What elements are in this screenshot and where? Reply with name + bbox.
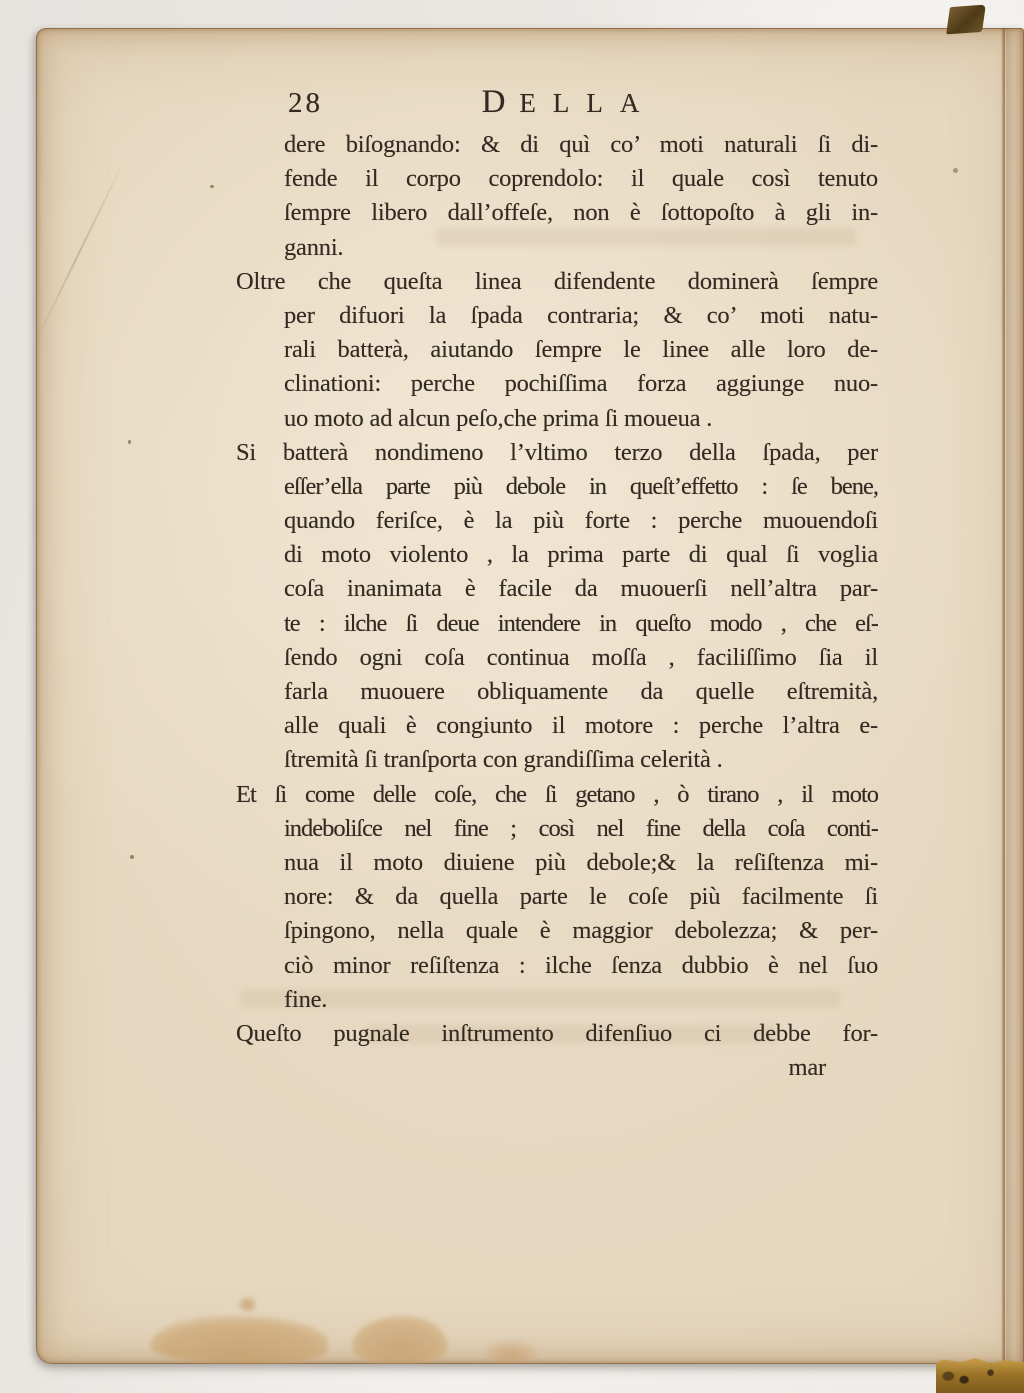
text-line: quando feriſce, è la più forte : perche muouendoſi	[284, 507, 878, 535]
running-header: DELLA	[481, 84, 657, 120]
text-line: indeboliſce nel fine ; così nel fine della coſa conti-	[284, 814, 878, 842]
speck	[130, 855, 134, 859]
text-line: ſendo ogni coſa continua moſſa , faciliſſimo ſia il	[284, 643, 878, 671]
text-line: dere biſognando: & di quì co’ moti naturali ſi di-	[284, 131, 878, 158]
stain	[150, 1316, 328, 1364]
book-edge	[936, 1358, 1024, 1393]
paragraph	[236, 265, 878, 436]
text-line: uo moto ad alcun peſo,che prima ſi moueua .	[284, 404, 713, 432]
book-page	[36, 28, 1024, 1364]
paragraph	[236, 778, 878, 1017]
page-header	[236, 84, 878, 128]
stain	[352, 1316, 448, 1364]
speck	[953, 168, 958, 173]
text-line: Et ſi come delle coſe, che ſi getano , ò tirano , il moto	[236, 780, 878, 808]
paper-fold-crease	[36, 158, 126, 348]
text-line: clinationi: perche pochiſſima forza aggiunge nuo-	[284, 370, 878, 398]
text-line: di moto violento , la prima parte di qual ſi voglia	[284, 541, 878, 569]
text-line: ſempre libero dall’offeſe, non è ſottopoſto à gli in-	[284, 199, 878, 227]
text-line: coſa inanimata è facile da muouerſi nell’altra par-	[284, 575, 878, 603]
stain	[240, 1298, 255, 1311]
text-line: per difuori la ſpada contraria; & co’ moti natu-	[284, 301, 878, 329]
text-line: nore: & da quella parte le coſe più facilmente ſi	[284, 883, 878, 911]
text-line: Si batterà nondimeno l’vltimo terzo della ſpada, per	[236, 438, 878, 466]
text-line: fine.	[284, 985, 328, 1013]
gutter-crease	[1001, 28, 1005, 1364]
text-line: fende il corpo coprendolo: il quale così tenuto	[284, 165, 878, 193]
catchword: mar	[788, 1054, 826, 1082]
speck	[128, 440, 131, 444]
text-line: te : ilche ſi deue intendere in queſto modo , che eſ-	[284, 609, 878, 637]
binding-fragment	[946, 5, 986, 35]
paragraph	[236, 128, 878, 265]
text-line: ſtremità ſi tranſporta con grandiſſima celerità .	[284, 746, 723, 774]
text-line: ſpingono, nella quale è maggior debolezza; & per-	[284, 917, 878, 945]
paragraph	[236, 1017, 878, 1051]
paragraph	[236, 436, 878, 778]
text-line: alle quali è congiunto il motore : perche l’altra e-	[284, 712, 878, 740]
speck	[210, 185, 214, 188]
text-line: eſſer’ella parte più debole in queſt’effetto : ſe bene,	[284, 472, 878, 500]
stain	[485, 1340, 537, 1364]
text-line: nua il moto diuiene più debole;& la reſiſtenza mi-	[284, 848, 878, 876]
text-line: Queſto pugnale inſtrumento difenſiuo ci debbe for-	[236, 1019, 878, 1047]
text-line: farla muouere obliquamente da quelle eſtremità,	[284, 678, 878, 705]
text-line: Oltre che queſta linea difendente dominerà ſempre	[236, 267, 878, 295]
text-line: rali batterà, aiutando ſempre le linee alle loro de-	[284, 336, 878, 364]
text-block	[236, 84, 878, 1085]
text-line: ganni.	[284, 233, 344, 261]
folio-number: 28	[288, 87, 323, 119]
gutter-shadow	[1006, 28, 1024, 1364]
body-text	[236, 128, 878, 1085]
text-line: ciò minor reſiſtenza : ilche ſenza dubbio è nel ſuo	[284, 951, 878, 979]
